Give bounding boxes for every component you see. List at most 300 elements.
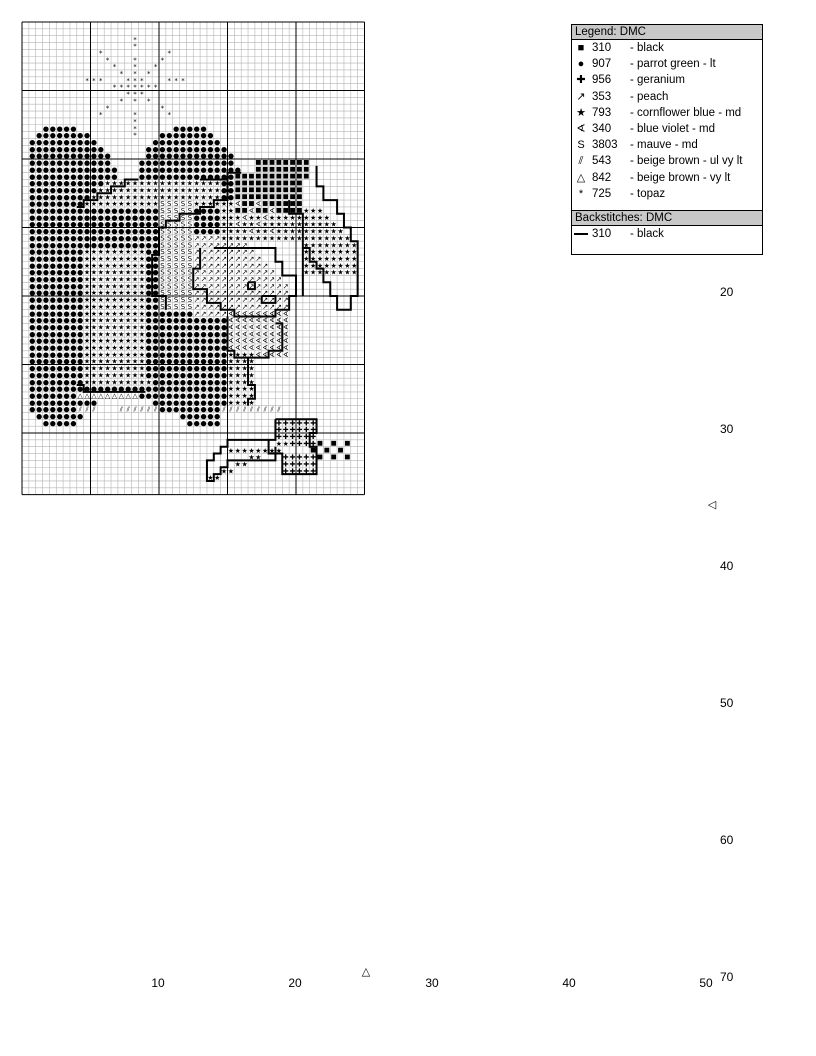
stitch-cell: ● bbox=[42, 419, 50, 428]
stitch-cell: ★ bbox=[344, 248, 351, 257]
stitch-cell: ● bbox=[193, 159, 200, 168]
stitch-cell: ● bbox=[186, 124, 193, 133]
stitch-cell: ● bbox=[56, 234, 63, 243]
stitch-cell: ★ bbox=[138, 302, 146, 311]
stitch-cell: ✚ bbox=[303, 433, 310, 442]
stitch-cell: ● bbox=[221, 350, 228, 359]
stitch-cell: ● bbox=[97, 207, 104, 215]
stitch-cell: ● bbox=[63, 220, 70, 229]
stitch-cell bbox=[263, 160, 268, 165]
stitch-cell: ● bbox=[179, 124, 187, 133]
stitch-cell: ★ bbox=[125, 296, 132, 305]
stitch-cell: ● bbox=[214, 398, 221, 407]
stitch-cell bbox=[256, 174, 261, 179]
stitch-cell: S bbox=[180, 282, 186, 291]
stitch-cell: ● bbox=[145, 268, 152, 277]
black-square-icon: ■ bbox=[577, 42, 585, 54]
stitch-cell: ● bbox=[29, 302, 36, 311]
stitch-cell: ✚ bbox=[296, 426, 303, 435]
stitch-cell: ∢ bbox=[255, 316, 262, 325]
stitch-cell: ★ bbox=[193, 186, 200, 195]
stitch-cell: ★ bbox=[303, 227, 310, 236]
stitch-cell: ★ bbox=[186, 179, 193, 188]
stitch-cell: ✚ bbox=[282, 453, 289, 462]
stitch-cell: ● bbox=[70, 124, 77, 133]
stitch-cell: ∢ bbox=[275, 309, 282, 318]
stitch-cell: ● bbox=[193, 172, 200, 181]
stitch-cell: ● bbox=[70, 385, 77, 394]
stitch-cell: ● bbox=[193, 412, 200, 421]
stitch-cell: ★ bbox=[303, 254, 310, 263]
stitch-cell: ● bbox=[84, 159, 91, 168]
stitch-cell: ● bbox=[173, 385, 180, 394]
stitch-cell: ★ bbox=[83, 261, 91, 270]
stitch-cell: ★ bbox=[83, 200, 91, 209]
stitch-cell: ● bbox=[36, 289, 43, 298]
stitch-cell: ★ bbox=[118, 350, 125, 359]
stitch-cell: ∢ bbox=[275, 350, 282, 359]
stitch-cell: ● bbox=[70, 220, 77, 229]
stitch-cell: ● bbox=[214, 357, 221, 366]
stitch-cell: ● bbox=[227, 152, 234, 161]
stitch-cell bbox=[304, 174, 309, 179]
stitch-cell bbox=[297, 187, 302, 192]
stitch-cell: ★ bbox=[227, 213, 235, 222]
stitch-cell bbox=[297, 160, 302, 165]
stitch-cell: ★ bbox=[97, 254, 104, 263]
stitch-cell: ● bbox=[49, 227, 56, 236]
stitch-cell: ● bbox=[221, 364, 228, 373]
legend-code: 842 bbox=[592, 171, 612, 184]
stitch-cell: ● bbox=[152, 323, 159, 332]
legend-code: 907 bbox=[592, 58, 612, 71]
stitch-cell: ★ bbox=[234, 371, 241, 380]
stitch-cell: ● bbox=[152, 241, 159, 250]
stitch-cell: ★ bbox=[104, 323, 111, 332]
stitch-cell: ● bbox=[29, 385, 36, 394]
stitch-cell: ● bbox=[159, 398, 166, 407]
stitch-cell: ● bbox=[173, 131, 180, 140]
stitch-cell: ● bbox=[179, 350, 187, 359]
stitch-cell: S bbox=[160, 296, 165, 305]
stitch-cell: ● bbox=[145, 159, 152, 168]
stitch-cell: ⫽ bbox=[263, 405, 267, 414]
stitch-cell: ★ bbox=[104, 316, 111, 325]
stitch-cell: ★ bbox=[118, 330, 125, 339]
stitch-cell: ★ bbox=[104, 371, 111, 380]
stitch-cell: ● bbox=[179, 337, 187, 346]
stitch-cell: ↗ bbox=[248, 302, 255, 311]
star-icon: ★ bbox=[576, 106, 586, 119]
stitch-cell: ∢ bbox=[282, 330, 289, 339]
stitch-cell: ↗ bbox=[227, 241, 234, 250]
stitch-cell: ★ bbox=[131, 316, 139, 325]
stitch-cell: ★ bbox=[90, 344, 98, 352]
stitch-cell: ★ bbox=[303, 207, 310, 215]
stitch-cell: ● bbox=[159, 172, 166, 181]
stitch-cell: ● bbox=[173, 371, 180, 380]
stitch-cell: ★ bbox=[296, 227, 303, 236]
stitch-cell: ★ bbox=[234, 213, 241, 222]
stitch-cell: ● bbox=[159, 357, 166, 366]
stitch-cell: ∢ bbox=[262, 323, 269, 332]
stitch-cell: ● bbox=[84, 131, 91, 140]
stitch-cell: ★ bbox=[118, 316, 125, 325]
stitch-cell: ★ bbox=[131, 378, 139, 387]
stitch-cell: ↗ bbox=[234, 254, 241, 263]
stitch-cell: ● bbox=[29, 330, 36, 339]
stitch-cell: ● bbox=[200, 330, 207, 339]
stitch-cell: ✚ bbox=[303, 460, 310, 469]
stitch-cell bbox=[242, 201, 247, 206]
stitch-cell: ★ bbox=[111, 323, 118, 332]
stitch-cell: ★ bbox=[97, 364, 104, 373]
stitch-cell: ✚ bbox=[296, 453, 303, 462]
stitch-cell: ★ bbox=[131, 248, 139, 257]
stitch-cell: ★ bbox=[111, 350, 118, 359]
stitch-cell: ★ bbox=[138, 323, 146, 332]
stitch-cell: S bbox=[160, 268, 165, 277]
stitch-cell: ● bbox=[42, 323, 50, 332]
stitch-cell: ★ bbox=[255, 213, 262, 222]
stitch-cell: ● bbox=[152, 145, 159, 154]
stitch-cell: ● bbox=[221, 165, 228, 174]
legend-color-name: - topaz bbox=[630, 187, 666, 200]
stitch-cell bbox=[256, 181, 261, 186]
stitch-cell: ● bbox=[36, 261, 43, 270]
stitch-cell: ↗ bbox=[207, 275, 214, 284]
stitch-cell: ● bbox=[200, 152, 207, 161]
stitch-cell bbox=[338, 448, 343, 453]
stitch-cell: ● bbox=[36, 330, 43, 339]
stitch-cell bbox=[263, 201, 268, 206]
stitch-cell: ★ bbox=[255, 446, 262, 455]
stitch-cell: ● bbox=[77, 131, 84, 140]
stitch-cell: ★ bbox=[125, 378, 132, 387]
legend-color-name: - mauve - md bbox=[630, 139, 698, 152]
stitch-cell: ↗ bbox=[241, 275, 248, 284]
stitch-cell: ● bbox=[77, 152, 84, 161]
stitch-cell: ● bbox=[36, 371, 43, 380]
stitch-cell: ★ bbox=[248, 213, 255, 222]
stitch-cell bbox=[318, 455, 323, 460]
stitch-cell: ● bbox=[207, 213, 214, 222]
stitch-cell: ● bbox=[173, 152, 180, 161]
stitch-cell: ● bbox=[29, 398, 36, 407]
stitch-cell: ● bbox=[70, 193, 77, 202]
stitch-cell: ● bbox=[118, 227, 125, 236]
stitch-cell: S bbox=[173, 234, 179, 243]
stitch-cell: ● bbox=[131, 385, 139, 394]
stitch-cell: ★ bbox=[309, 220, 317, 229]
stitch-cell: ↗ bbox=[269, 302, 275, 311]
stitch-cell: ● bbox=[49, 165, 56, 174]
stitch-cell: ● bbox=[49, 131, 56, 140]
stitch-cell: ● bbox=[111, 207, 118, 215]
stitch-cell: ● bbox=[49, 186, 56, 195]
stitch-cell: ● bbox=[145, 145, 152, 154]
stitch-cell: ↗ bbox=[262, 261, 269, 270]
stitch-cell: ↗ bbox=[200, 296, 207, 305]
stitch-cell: ● bbox=[104, 159, 111, 168]
stitch-cell: ★ bbox=[125, 248, 132, 257]
stitch-cell: ● bbox=[179, 371, 187, 380]
stitch-cell: ● bbox=[56, 323, 63, 332]
stitch-cell: ↗ bbox=[200, 248, 207, 257]
stitch-cell: ★ bbox=[90, 350, 98, 359]
stitch-cell: ★ bbox=[125, 330, 132, 339]
stitch-cell: ★ bbox=[83, 344, 91, 352]
stitch-cell: ● bbox=[166, 330, 173, 339]
stitch-cell: ★ bbox=[227, 350, 235, 359]
stitch-cell: ● bbox=[70, 316, 77, 325]
stitch-cell: ★ bbox=[125, 302, 132, 311]
stitch-cell: S bbox=[187, 227, 193, 236]
stitch-cell: ★ bbox=[125, 344, 132, 352]
stitch-cell: ● bbox=[214, 364, 221, 373]
stitch-cell: * bbox=[140, 83, 144, 92]
stitch-cell: ✚ bbox=[310, 439, 317, 448]
stitch-cell: ● bbox=[77, 323, 84, 332]
stitch-cell: ★ bbox=[125, 268, 132, 277]
stitch-cell: ● bbox=[70, 186, 77, 195]
stitch-cell: ● bbox=[49, 419, 56, 428]
stitch-cell: ● bbox=[70, 152, 77, 161]
stitch-cell: ● bbox=[49, 200, 56, 209]
stitch-cell: S bbox=[167, 282, 172, 291]
stitch-cell: ● bbox=[63, 275, 70, 284]
stitch-cell: ● bbox=[145, 344, 152, 352]
stitch-cell: ★ bbox=[125, 357, 132, 366]
stitch-cell: ● bbox=[207, 207, 214, 215]
stitch-cell: ● bbox=[173, 364, 180, 373]
stitch-cell: ★ bbox=[337, 227, 344, 236]
stitch-cell: ★ bbox=[248, 391, 255, 400]
stitch-cell: ● bbox=[193, 220, 200, 229]
stitch-cell: ● bbox=[200, 213, 207, 222]
stitch-cell: ★ bbox=[248, 398, 255, 407]
stitch-cell: ● bbox=[29, 138, 36, 147]
stitch-cell: ● bbox=[125, 234, 132, 243]
stitch-cell: ★ bbox=[303, 220, 310, 229]
y-tick-label: 50 bbox=[720, 696, 734, 710]
stitch-cell bbox=[263, 174, 268, 179]
stitch-cell: ● bbox=[70, 172, 77, 181]
legend-item bbox=[572, 170, 762, 186]
stitch-cell: ● bbox=[56, 213, 63, 222]
stitch-cell: ● bbox=[70, 227, 77, 236]
stitch-cell: ● bbox=[104, 227, 111, 236]
plus-icon: ✚ bbox=[576, 74, 586, 87]
stitch-cell: ★ bbox=[97, 330, 104, 339]
stitch-cell: ● bbox=[29, 200, 36, 209]
stitch-cell: ● bbox=[49, 213, 56, 222]
stitch-cell: ● bbox=[186, 350, 193, 359]
stitch-cell: ★ bbox=[309, 254, 317, 263]
stitch-cell: ↗ bbox=[214, 289, 221, 298]
stitch-cell: ∢ bbox=[248, 227, 255, 236]
stitch-cell: ↗ bbox=[234, 241, 241, 250]
stitch-cell: ★ bbox=[90, 282, 98, 291]
stitch-cell: ● bbox=[42, 330, 50, 339]
stitch-cell: ↗ bbox=[193, 309, 200, 318]
stitch-cell: ★ bbox=[152, 200, 159, 209]
stitch-cell: ✚ bbox=[296, 467, 303, 476]
stitch-cell: ● bbox=[186, 165, 193, 174]
stitch-cell: ★ bbox=[234, 385, 241, 394]
stitch-cell: ★ bbox=[97, 296, 104, 305]
stitch-cell: ● bbox=[36, 337, 43, 346]
stitch-cell: ● bbox=[200, 316, 207, 325]
stitch-cell: ● bbox=[214, 385, 221, 394]
stitch-cell: ↗ bbox=[214, 268, 221, 277]
stitch-cell: ● bbox=[179, 391, 187, 400]
stitch-cell: ↗ bbox=[221, 261, 228, 270]
stitch-cell: ● bbox=[29, 405, 36, 414]
stitch-cell: S bbox=[160, 200, 165, 209]
stitch-cell: ● bbox=[77, 234, 84, 243]
stitch-cell: ● bbox=[29, 289, 36, 298]
stitch-cell: ● bbox=[29, 186, 36, 195]
stitch-cell: ● bbox=[70, 200, 77, 209]
stitch-cell: ★ bbox=[111, 316, 118, 325]
x-axis-labels bbox=[151, 976, 713, 990]
stitch-cell: ★ bbox=[125, 186, 132, 195]
stitch-cell: ● bbox=[56, 145, 63, 154]
stitch-cell: ★ bbox=[241, 398, 248, 407]
stitch-cell: ● bbox=[63, 405, 70, 414]
stitch-cell: ★ bbox=[138, 337, 146, 346]
backstitch-title: Backstitches: DMC bbox=[572, 210, 762, 226]
stitch-cell: ∢ bbox=[269, 207, 275, 215]
stitch-cell: ↗ bbox=[193, 296, 200, 305]
stitch-cell: ★ bbox=[316, 241, 324, 250]
stitch-cell: ↗ bbox=[262, 282, 269, 291]
stitch-cell: ● bbox=[63, 145, 70, 154]
stitch-cell bbox=[304, 167, 309, 172]
stitch-cell: ● bbox=[84, 213, 91, 222]
stitch-cell: ● bbox=[77, 371, 84, 380]
stitch-cell: ↗ bbox=[241, 302, 248, 311]
stitch-cell: ● bbox=[29, 378, 36, 387]
stitch-cell: △ bbox=[98, 391, 104, 400]
stitch-cell: ★ bbox=[111, 275, 118, 284]
legend-color-name: - beige brown - vy lt bbox=[630, 171, 731, 184]
stitch-cell: ● bbox=[70, 344, 77, 352]
stitch-cell: ● bbox=[193, 398, 200, 407]
stitch-cell: ● bbox=[200, 357, 207, 366]
stitch-cell: ● bbox=[70, 378, 77, 387]
stitch-cell: ★ bbox=[268, 446, 276, 455]
stitch-cell: ● bbox=[90, 152, 97, 161]
stitch-cell: ★ bbox=[125, 282, 132, 291]
stitch-cell: △ bbox=[91, 391, 97, 400]
stitch-cell: ★ bbox=[111, 378, 118, 387]
stitch-cell: ● bbox=[63, 248, 70, 257]
stitch-cell: ★ bbox=[241, 350, 248, 359]
stitch-cell: ★ bbox=[97, 200, 104, 209]
stitch-cell: ● bbox=[36, 296, 43, 305]
stitch-cell: ★ bbox=[131, 350, 139, 359]
stitch-cell: ● bbox=[36, 159, 43, 168]
stitch-cell: ● bbox=[173, 391, 180, 400]
stitch-cell: ↗ bbox=[214, 261, 221, 270]
stitch-cell: ● bbox=[42, 391, 50, 400]
stitch-cell: ★ bbox=[83, 323, 91, 332]
stitch-cell: ★ bbox=[104, 248, 111, 257]
stitch-cell: S bbox=[167, 234, 172, 243]
stitch-cell: ● bbox=[207, 419, 214, 428]
stitch-cell: ∢ bbox=[255, 344, 262, 352]
stitch-cell: ● bbox=[200, 419, 207, 428]
stitch-cell: S bbox=[167, 200, 172, 209]
stitch-cell: S bbox=[187, 289, 193, 298]
stitch-cell: ● bbox=[49, 350, 56, 359]
stitch-cell: ★ bbox=[97, 302, 104, 311]
stitch-cell: S bbox=[167, 289, 172, 298]
stitch-cell: S bbox=[187, 302, 193, 311]
stitch-cell: ★ bbox=[275, 234, 283, 243]
stitch-cell: ★ bbox=[125, 371, 132, 380]
stitch-cell: S bbox=[173, 302, 179, 311]
stitch-cell: ★ bbox=[207, 200, 214, 209]
stitch-cell: ● bbox=[200, 207, 207, 215]
stitch-cell: ● bbox=[193, 131, 200, 140]
stitch-cell: ● bbox=[166, 309, 173, 318]
stitch-cell: ● bbox=[49, 248, 56, 257]
stitch-cell: ★ bbox=[309, 268, 317, 277]
stitch-cell: ★ bbox=[104, 193, 111, 202]
stitch-cell: ● bbox=[111, 385, 118, 394]
stitch-cell: ✚ bbox=[289, 433, 296, 442]
legend-item bbox=[572, 121, 762, 137]
stitch-cell: ↗ bbox=[255, 289, 262, 298]
stitch-cell: ● bbox=[90, 172, 97, 181]
stitch-cell: * bbox=[153, 63, 158, 72]
stitch-cell: ★ bbox=[83, 296, 91, 305]
stitch-cell: ★ bbox=[97, 378, 104, 387]
stitch-cell: ● bbox=[70, 138, 77, 147]
stitch-cell: ∢ bbox=[248, 309, 255, 318]
stitch-cell: ★ bbox=[241, 460, 248, 469]
stitch-cell bbox=[297, 208, 302, 213]
stitch-cell: ● bbox=[145, 289, 152, 298]
stitch-cell: ∢ bbox=[275, 330, 282, 339]
stitch-cell: ● bbox=[29, 241, 36, 250]
stitch-cell: ● bbox=[145, 323, 152, 332]
stitch-cell: ● bbox=[186, 364, 193, 373]
stitch-cell: ↗ bbox=[227, 268, 234, 277]
stitch-cell: ★ bbox=[275, 213, 283, 222]
stitch-cell: * bbox=[146, 70, 151, 78]
stitch-cell: ↗ bbox=[262, 289, 269, 298]
stitch-cell: ● bbox=[111, 165, 118, 174]
stitch-cell: ● bbox=[49, 138, 56, 147]
stitch-cell: ↗ bbox=[227, 254, 234, 263]
stitch-cell: ● bbox=[227, 159, 234, 168]
stitch-cell: ★ bbox=[275, 439, 283, 448]
stitch-cell: ● bbox=[49, 207, 56, 215]
stitch-cell: S bbox=[160, 234, 165, 243]
stitch-cell: ★ bbox=[145, 193, 152, 202]
stitch-cell: ● bbox=[200, 220, 207, 229]
stitch-cell: ∢ bbox=[269, 330, 275, 339]
stitch-cell: ● bbox=[56, 200, 63, 209]
stitch-cell: ● bbox=[77, 385, 84, 394]
stitch-cell: ★ bbox=[90, 323, 98, 332]
stitch-cell: ∢ bbox=[282, 309, 289, 318]
stitch-cell: ● bbox=[42, 145, 50, 154]
